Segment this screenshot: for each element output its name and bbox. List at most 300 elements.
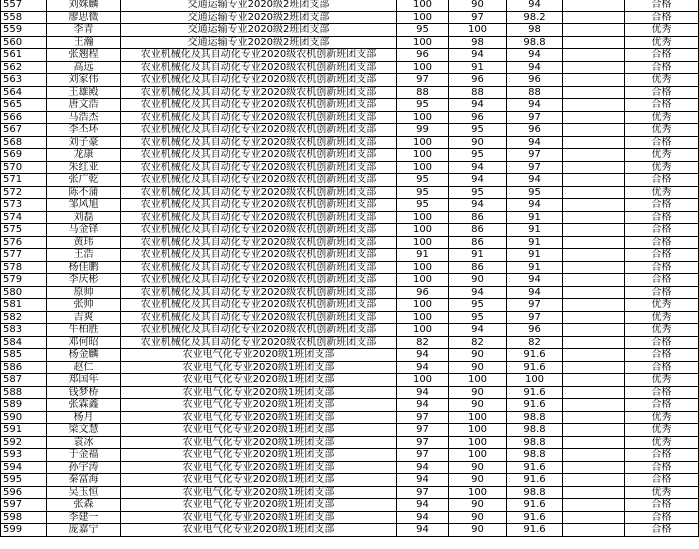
table-row (1, 86, 699, 99)
total-score-cell: 91.6 (507, 349, 563, 362)
member-name-cell: 秦富海 (47, 474, 121, 487)
member-name-cell: 牛柏胜 (47, 324, 121, 337)
score-1-cell: 94 (397, 349, 449, 362)
empty-cell (563, 36, 625, 49)
result-cell: 优秀 (625, 161, 699, 174)
branch-cell: 农业电气化专业2020级1班团支部 (121, 374, 397, 387)
score-1-cell: 100 (397, 149, 449, 162)
row-number-cell: 580 (1, 286, 47, 299)
branch-cell: 农业电气化专业2020级1班团支部 (121, 449, 397, 462)
row-number-cell: 563 (1, 74, 47, 87)
row-number-cell: 585 (1, 349, 47, 362)
total-score-cell: 91 (507, 261, 563, 274)
row-number-cell: 568 (1, 136, 47, 149)
score-1-cell: 97 (397, 449, 449, 462)
result-cell: 合格 (625, 174, 699, 187)
score-2-cell: 94 (449, 286, 507, 299)
score-1-cell: 94 (397, 461, 449, 474)
total-score-cell: 96 (507, 324, 563, 337)
score-2-cell: 100 (449, 436, 507, 449)
score-2-cell: 86 (449, 261, 507, 274)
result-cell: 优秀 (625, 149, 699, 162)
table-row (1, 199, 699, 212)
score-1-cell: 100 (397, 236, 449, 249)
row-number-cell: 572 (1, 186, 47, 199)
empty-cell (563, 111, 625, 124)
total-score-cell: 97 (507, 149, 563, 162)
table-row (1, 336, 699, 349)
empty-cell (563, 399, 625, 412)
table-row (1, 424, 699, 437)
score-1-cell: 95 (397, 99, 449, 112)
row-number-cell: 599 (1, 524, 47, 537)
row-number-cell: 582 (1, 311, 47, 324)
empty-cell (563, 436, 625, 449)
score-1-cell: 97 (397, 436, 449, 449)
branch-cell: 农业电气化专业2020级1班团支部 (121, 411, 397, 424)
row-number-cell: 562 (1, 61, 47, 74)
table-row (1, 99, 699, 112)
row-number-cell: 566 (1, 111, 47, 124)
member-name-cell: 廖思微 (47, 11, 121, 24)
branch-cell: 农业机械化及其自动化专业2020级农机创新班团支部 (121, 99, 397, 112)
member-name-cell: 杨月 (47, 411, 121, 424)
total-score-cell: 94 (507, 274, 563, 287)
table-row (1, 474, 699, 487)
table-row (1, 261, 699, 274)
branch-cell: 农业电气化专业2020级1班团支部 (121, 399, 397, 412)
score-1-cell: 95 (397, 186, 449, 199)
member-name-cell: 张霖鑫 (47, 399, 121, 412)
row-number-cell: 573 (1, 199, 47, 212)
empty-cell (563, 524, 625, 537)
branch-cell: 农业机械化及其自动化专业2020级农机创新班团支部 (121, 274, 397, 287)
member-name-cell: 杨金麟 (47, 349, 121, 362)
total-score-cell: 98.8 (507, 411, 563, 424)
member-name-cell: 邹风旭 (47, 199, 121, 212)
score-2-cell: 95 (449, 124, 507, 137)
score-2-cell: 94 (449, 161, 507, 174)
table-row (1, 449, 699, 462)
member-name-cell: 刘子豪 (47, 136, 121, 149)
branch-cell: 农业机械化及其自动化专业2020级农机创新班团支部 (121, 161, 397, 174)
empty-cell (563, 236, 625, 249)
table-row (1, 361, 699, 374)
total-score-cell: 91.6 (507, 399, 563, 412)
member-name-cell: 张翘程 (47, 49, 121, 62)
branch-cell: 农业电气化专业2020级1班团支部 (121, 386, 397, 399)
result-cell: 合格 (625, 449, 699, 462)
score-1-cell: 97 (397, 486, 449, 499)
score-1-cell: 100 (397, 11, 449, 24)
member-name-cell: 梁文慧 (47, 424, 121, 437)
member-name-cell: 钱梦桥 (47, 386, 121, 399)
table-row (1, 186, 699, 199)
table-row (1, 61, 699, 74)
score-2-cell: 90 (449, 474, 507, 487)
score-1-cell: 95 (397, 174, 449, 187)
member-name-cell: 王雄殿 (47, 86, 121, 99)
member-name-cell: 邓何昭 (47, 336, 121, 349)
member-name-cell: 高远 (47, 61, 121, 74)
empty-cell (563, 286, 625, 299)
score-2-cell: 91 (449, 61, 507, 74)
branch-cell: 农业电气化专业2020级1班团支部 (121, 486, 397, 499)
score-2-cell: 98 (449, 36, 507, 49)
member-name-cell: 庞嘉宁 (47, 524, 121, 537)
result-cell: 合格 (625, 461, 699, 474)
total-score-cell: 94 (507, 61, 563, 74)
result-cell: 优秀 (625, 74, 699, 87)
member-name-cell: 原帅 (47, 286, 121, 299)
row-number-cell: 578 (1, 261, 47, 274)
score-1-cell: 96 (397, 49, 449, 62)
table-row (1, 11, 699, 24)
empty-cell (563, 61, 625, 74)
empty-cell (563, 211, 625, 224)
table-row (1, 136, 699, 149)
row-number-cell: 597 (1, 499, 47, 512)
member-name-cell: 郑国年 (47, 374, 121, 387)
score-1-cell: 96 (397, 286, 449, 299)
member-name-cell: 刘姝麟 (47, 0, 121, 11)
branch-cell: 农业电气化专业2020级1班团支部 (121, 424, 397, 437)
empty-cell (563, 499, 625, 512)
row-number-cell: 592 (1, 436, 47, 449)
member-name-cell: 吴玉恒 (47, 486, 121, 499)
member-name-cell: 李青 (47, 24, 121, 37)
score-2-cell: 90 (449, 274, 507, 287)
table-row (1, 161, 699, 174)
score-1-cell: 100 (397, 111, 449, 124)
score-2-cell: 91 (449, 249, 507, 262)
total-score-cell: 96 (507, 74, 563, 87)
total-score-cell: 91 (507, 211, 563, 224)
row-number-cell: 570 (1, 161, 47, 174)
score-2-cell: 86 (449, 224, 507, 237)
empty-cell (563, 49, 625, 62)
member-name-cell: 李建一 (47, 511, 121, 524)
score-2-cell: 100 (449, 374, 507, 387)
empty-cell (563, 324, 625, 337)
score-2-cell: 96 (449, 111, 507, 124)
score-2-cell: 95 (449, 186, 507, 199)
score-1-cell: 100 (397, 211, 449, 224)
total-score-cell: 91.6 (507, 361, 563, 374)
score-2-cell: 95 (449, 149, 507, 162)
branch-cell: 农业机械化及其自动化专业2020级农机创新班团支部 (121, 311, 397, 324)
score-1-cell: 95 (397, 199, 449, 212)
table-row (1, 311, 699, 324)
total-score-cell: 94 (507, 0, 563, 11)
empty-cell (563, 486, 625, 499)
branch-cell: 农业机械化及其自动化专业2020级农机创新班团支部 (121, 174, 397, 187)
score-2-cell: 94 (449, 199, 507, 212)
total-score-cell: 97 (507, 161, 563, 174)
branch-cell: 交通运输专业2020级2班团支部 (121, 24, 397, 37)
branch-cell: 农业机械化及其自动化专业2020级农机创新班团支部 (121, 86, 397, 99)
result-cell: 合格 (625, 261, 699, 274)
result-cell: 合格 (625, 99, 699, 112)
result-cell: 优秀 (625, 486, 699, 499)
row-number-cell: 596 (1, 486, 47, 499)
branch-cell: 农业机械化及其自动化专业2020级农机创新班团支部 (121, 61, 397, 74)
total-score-cell: 98.8 (507, 486, 563, 499)
table-row (1, 36, 699, 49)
score-1-cell: 94 (397, 511, 449, 524)
row-number-cell: 598 (1, 511, 47, 524)
branch-cell: 农业电气化专业2020级1班团支部 (121, 511, 397, 524)
row-number-cell: 593 (1, 449, 47, 462)
row-number-cell: 577 (1, 249, 47, 262)
member-name-cell: 马金铎 (47, 224, 121, 237)
score-1-cell: 100 (397, 299, 449, 312)
score-2-cell: 97 (449, 11, 507, 24)
score-2-cell: 90 (449, 399, 507, 412)
score-2-cell: 100 (449, 486, 507, 499)
score-1-cell: 97 (397, 411, 449, 424)
empty-cell (563, 386, 625, 399)
table-row (1, 49, 699, 62)
table-row (1, 0, 699, 11)
branch-cell: 农业电气化专业2020级1班团支部 (121, 499, 397, 512)
member-name-cell: 赵仁 (47, 361, 121, 374)
score-2-cell: 100 (449, 411, 507, 424)
table-row (1, 436, 699, 449)
empty-cell (563, 274, 625, 287)
score-2-cell: 90 (449, 136, 507, 149)
result-cell: 优秀 (625, 324, 699, 337)
score-1-cell: 100 (397, 136, 449, 149)
score-2-cell: 96 (449, 74, 507, 87)
score-2-cell: 90 (449, 524, 507, 537)
score-1-cell: 95 (397, 24, 449, 37)
result-cell: 合格 (625, 236, 699, 249)
score-2-cell: 100 (449, 24, 507, 37)
score-1-cell: 100 (397, 61, 449, 74)
result-cell: 合格 (625, 224, 699, 237)
branch-cell: 农业机械化及其自动化专业2020级农机创新班团支部 (121, 124, 397, 137)
total-score-cell: 97 (507, 299, 563, 312)
result-cell: 合格 (625, 499, 699, 512)
result-cell: 优秀 (625, 111, 699, 124)
branch-cell: 农业机械化及其自动化专业2020级农机创新班团支部 (121, 136, 397, 149)
table-row (1, 299, 699, 312)
score-2-cell: 90 (449, 386, 507, 399)
row-number-cell: 581 (1, 299, 47, 312)
result-cell: 合格 (625, 511, 699, 524)
score-2-cell: 90 (449, 461, 507, 474)
total-score-cell: 91.6 (507, 511, 563, 524)
table-row (1, 349, 699, 362)
score-2-cell: 90 (449, 349, 507, 362)
table-row (1, 111, 699, 124)
total-score-cell: 94 (507, 49, 563, 62)
score-1-cell: 99 (397, 124, 449, 137)
result-cell: 合格 (625, 136, 699, 149)
total-score-cell: 94 (507, 136, 563, 149)
empty-cell (563, 374, 625, 387)
score-1-cell: 82 (397, 336, 449, 349)
branch-cell: 农业机械化及其自动化专业2020级农机创新班团支部 (121, 211, 397, 224)
row-number-cell: 559 (1, 24, 47, 37)
score-2-cell: 90 (449, 0, 507, 11)
member-name-cell: 马浩杰 (47, 111, 121, 124)
result-cell: 优秀 (625, 186, 699, 199)
total-score-cell: 91.6 (507, 461, 563, 474)
total-score-cell: 98.8 (507, 36, 563, 49)
score-1-cell: 94 (397, 499, 449, 512)
total-score-cell: 91.6 (507, 474, 563, 487)
total-score-cell: 97 (507, 111, 563, 124)
table-row (1, 124, 699, 137)
score-1-cell: 88 (397, 86, 449, 99)
score-1-cell: 100 (397, 261, 449, 274)
row-number-cell: 569 (1, 149, 47, 162)
row-number-cell: 587 (1, 374, 47, 387)
table-row (1, 499, 699, 512)
branch-cell: 农业电气化专业2020级1班团支部 (121, 474, 397, 487)
member-name-cell: 王浩 (47, 249, 121, 262)
total-score-cell: 95 (507, 186, 563, 199)
table-row (1, 411, 699, 424)
branch-cell: 农业机械化及其自动化专业2020级农机创新班团支部 (121, 336, 397, 349)
row-number-cell: 595 (1, 474, 47, 487)
score-1-cell: 100 (397, 324, 449, 337)
total-score-cell: 98.2 (507, 11, 563, 24)
score-1-cell: 94 (397, 474, 449, 487)
score-2-cell: 94 (449, 174, 507, 187)
row-number-cell: 557 (1, 0, 47, 11)
row-number-cell: 579 (1, 274, 47, 287)
result-cell: 合格 (625, 286, 699, 299)
score-1-cell: 91 (397, 249, 449, 262)
total-score-cell: 82 (507, 336, 563, 349)
table-row (1, 74, 699, 87)
empty-cell (563, 174, 625, 187)
member-name-cell: 王瀚 (47, 36, 121, 49)
empty-cell (563, 24, 625, 37)
score-1-cell: 94 (397, 386, 449, 399)
branch-cell: 农业电气化专业2020级1班团支部 (121, 349, 397, 362)
total-score-cell: 94 (507, 199, 563, 212)
result-cell: 合格 (625, 86, 699, 99)
table-row (1, 249, 699, 262)
row-number-cell: 594 (1, 461, 47, 474)
member-name-cell: 张森 (47, 499, 121, 512)
score-1-cell: 100 (397, 36, 449, 49)
total-score-cell: 97 (507, 311, 563, 324)
branch-cell: 农业机械化及其自动化专业2020级农机创新班团支部 (121, 199, 397, 212)
score-1-cell: 97 (397, 74, 449, 87)
empty-cell (563, 411, 625, 424)
empty-cell (563, 249, 625, 262)
score-2-cell: 86 (449, 236, 507, 249)
total-score-cell: 91 (507, 224, 563, 237)
score-1-cell: 94 (397, 524, 449, 537)
score-1-cell: 100 (397, 274, 449, 287)
row-number-cell: 574 (1, 211, 47, 224)
branch-cell: 农业机械化及其自动化专业2020级农机创新班团支部 (121, 299, 397, 312)
member-name-cell: 袁冰 (47, 436, 121, 449)
total-score-cell: 91.6 (507, 524, 563, 537)
empty-cell (563, 424, 625, 437)
score-2-cell: 100 (449, 424, 507, 437)
result-cell: 优秀 (625, 299, 699, 312)
result-cell: 优秀 (625, 36, 699, 49)
member-name-cell: 刘磊 (47, 211, 121, 224)
table-row (1, 274, 699, 287)
row-number-cell: 576 (1, 236, 47, 249)
table-row (1, 511, 699, 524)
member-name-cell: 黄玮 (47, 236, 121, 249)
branch-cell: 交通运输专业2020级2班团支部 (121, 0, 397, 11)
score-1-cell: 100 (397, 311, 449, 324)
table-row (1, 524, 699, 537)
empty-cell (563, 11, 625, 24)
member-name-cell: 张帅 (47, 299, 121, 312)
score-2-cell: 95 (449, 311, 507, 324)
score-2-cell: 90 (449, 511, 507, 524)
result-cell: 合格 (625, 361, 699, 374)
total-score-cell: 96 (507, 124, 563, 137)
branch-cell: 农业机械化及其自动化专业2020级农机创新班团支部 (121, 111, 397, 124)
result-cell: 合格 (625, 474, 699, 487)
table-row (1, 486, 699, 499)
row-number-cell: 561 (1, 49, 47, 62)
branch-cell: 农业电气化专业2020级1班团支部 (121, 524, 397, 537)
score-2-cell: 100 (449, 449, 507, 462)
result-cell: 优秀 (625, 374, 699, 387)
empty-cell (563, 99, 625, 112)
result-cell: 优秀 (625, 24, 699, 37)
member-name-cell: 李庆彬 (47, 274, 121, 287)
total-score-cell: 94 (507, 99, 563, 112)
result-cell: 优秀 (625, 424, 699, 437)
score-1-cell: 97 (397, 424, 449, 437)
row-number-cell: 567 (1, 124, 47, 137)
score-2-cell: 86 (449, 211, 507, 224)
score-2-cell: 90 (449, 361, 507, 374)
total-score-cell: 98 (507, 24, 563, 37)
branch-cell: 农业机械化及其自动化专业2020级农机创新班团支部 (121, 224, 397, 237)
table-row (1, 386, 699, 399)
empty-cell (563, 461, 625, 474)
empty-cell (563, 199, 625, 212)
result-cell: 合格 (625, 399, 699, 412)
score-2-cell: 90 (449, 499, 507, 512)
row-number-cell: 591 (1, 424, 47, 437)
result-cell: 合格 (625, 211, 699, 224)
row-number-cell: 560 (1, 36, 47, 49)
score-2-cell: 94 (449, 99, 507, 112)
total-score-cell: 91 (507, 236, 563, 249)
member-name-cell: 朱红亚 (47, 161, 121, 174)
empty-cell (563, 349, 625, 362)
table-row (1, 399, 699, 412)
table-row (1, 174, 699, 187)
member-name-cell: 孙宇涛 (47, 461, 121, 474)
empty-cell (563, 361, 625, 374)
score-1-cell: 100 (397, 224, 449, 237)
empty-cell (563, 474, 625, 487)
result-cell: 合格 (625, 386, 699, 399)
score-1-cell: 100 (397, 161, 449, 174)
table-row (1, 324, 699, 337)
row-number-cell: 564 (1, 86, 47, 99)
member-name-cell: 陈不蒲 (47, 186, 121, 199)
branch-cell: 交通运输专业2020级2班团支部 (121, 11, 397, 24)
